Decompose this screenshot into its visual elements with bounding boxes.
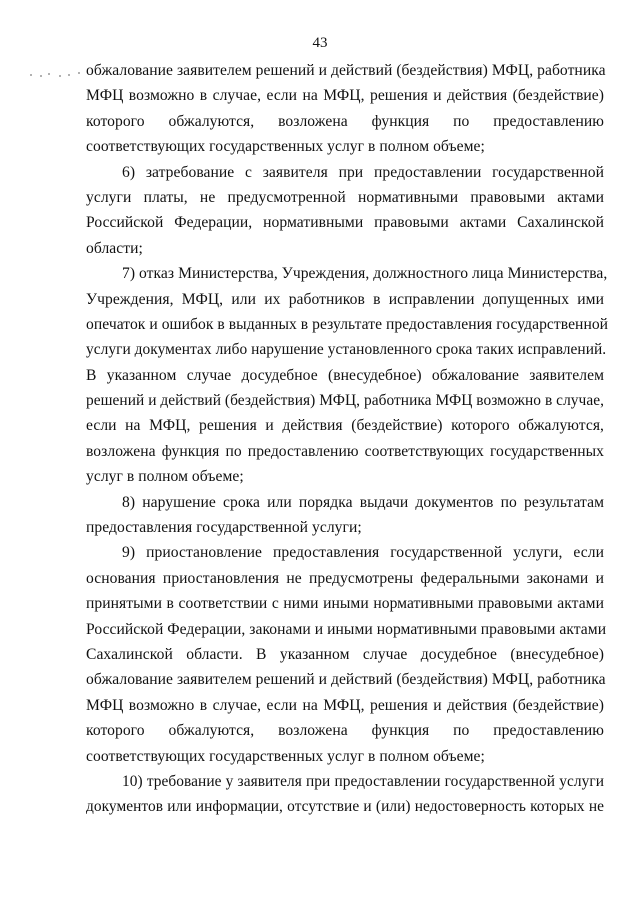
text-line: 7) отказ Министерства, Учреждения, должностного лица Министерства, [122, 265, 608, 283]
body-text [86, 58, 609, 820]
text-line: услуги платы, не предусмотренной нормативными правовыми актами [86, 188, 604, 206]
text-line: Учреждения, МФЦ, или их работников в исправлении допущенных ими [86, 290, 604, 308]
text-line: обжалование заявителем решений и действий (бездействия) МФЦ, работника [86, 62, 606, 79]
text-line: соответствующих государственных услуг в полном объеме; [86, 138, 485, 156]
text-line: которого обжалуются, возложена функция по предоставлению [86, 722, 604, 740]
text-line: 6) затребование с заявителя при предоставлении государственной [122, 163, 604, 181]
text-line: документов или информации, отсутствие и (или) недостоверность которых не [86, 798, 604, 816]
text-line: соответствующих государственных услуг в полном объеме; [86, 747, 485, 765]
text-line: услуги документах либо нарушение установленного срока таких исправлений. [86, 341, 607, 359]
text-line: Сахалинской области. В указанном случае досудебное (внесудебное) [86, 645, 604, 663]
text-line: принятыми в соответствии с ними иными нормативными правовыми актами [86, 595, 604, 613]
text-line: Российской Федерации, нормативными правовыми актами Сахалинской [86, 214, 604, 232]
text-line: МФЦ возможно в случае, если на МФЦ, решения и действия (бездействие) [86, 87, 604, 105]
text-line: возложена функция по предоставлению соответствующих государственных [86, 442, 604, 460]
text-line: предоставления государственной услуги; [86, 519, 362, 537]
text-line: МФЦ возможно в случае, если на МФЦ, решения и действия (бездействие) [86, 696, 604, 714]
text-line: если на МФЦ, решения и действия (бездействие) которого обжалуются, [86, 417, 604, 435]
text-line: решений и действий (бездействия) МФЦ, работника МФЦ возможно в случае, [86, 392, 604, 410]
page-number: 43 [312, 35, 328, 51]
text-line: основания приостановления не предусмотрены федеральными законами и [86, 569, 604, 587]
text-line: В указанном случае досудебное (внесудебное) обжалование заявителем [86, 366, 604, 384]
text-line: 8) нарушение срока или порядка выдачи документов по результатам [122, 493, 604, 511]
text-line: услуг в полном объеме; [86, 468, 244, 486]
text-line: 9) приостановление предоставления государственной услуги, если [122, 544, 604, 562]
text-line: опечаток и ошибок в выданных в результате предоставления государственной [86, 315, 609, 333]
text-line: которого обжалуются, возложена функция по предоставлению [86, 112, 604, 130]
text-line: 10) требование у заявителя при предоставлении государственной услуги [122, 772, 604, 790]
text-line: области; [86, 239, 143, 257]
text-line: обжалование заявителем решений и действий (бездействия) МФЦ, работника [86, 671, 606, 689]
scan-artifact [28, 72, 84, 78]
text-line: Российской Федерации, законами и иными нормативными правовыми актами [86, 620, 607, 638]
